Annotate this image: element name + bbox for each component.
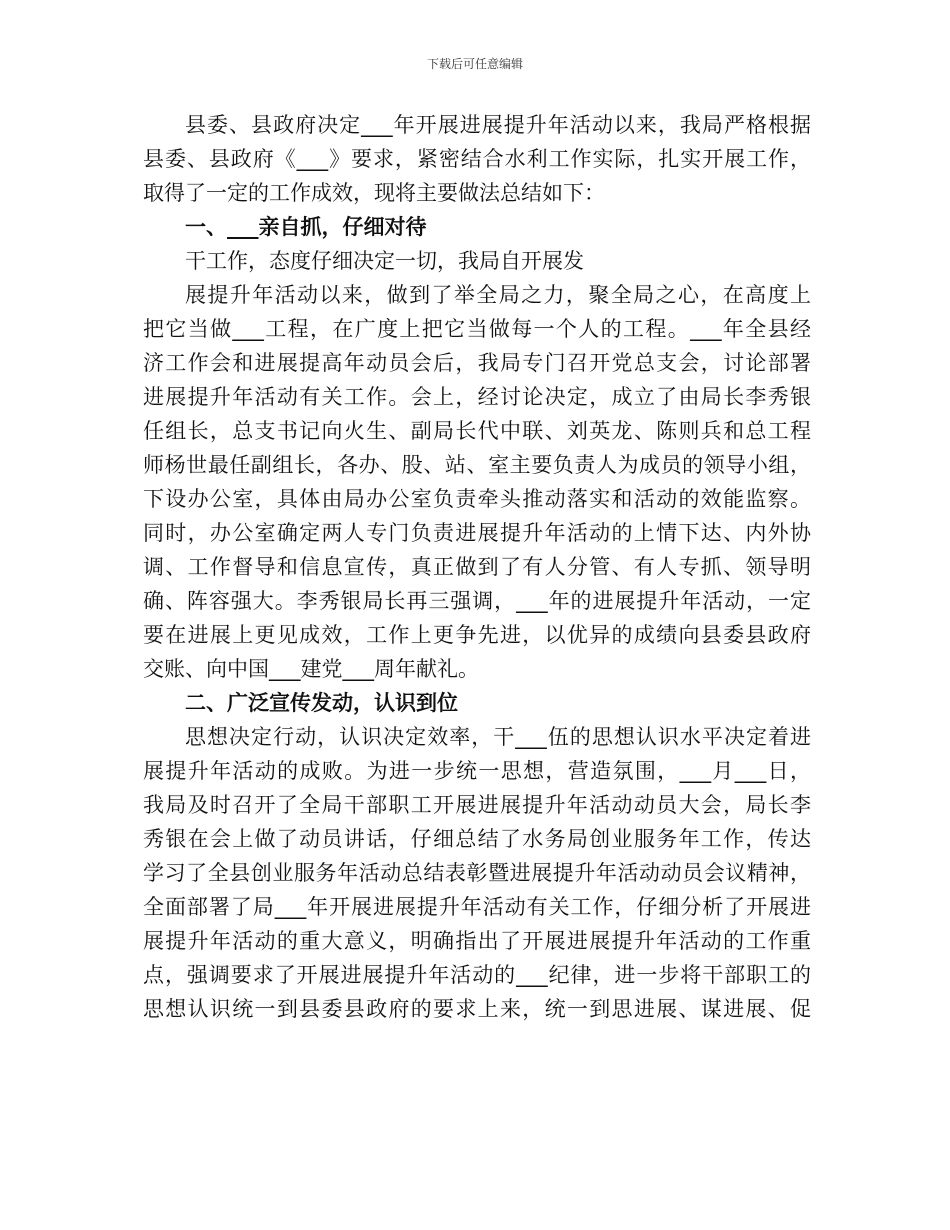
paragraph-line: 下设办公室，具体由局办公室负责牵头推动落实和活动的效能监察。 <box>143 487 811 511</box>
page-header: 下载后可任意编辑 <box>426 57 523 71</box>
paragraph-line: 确、阵容强大。李秀银局长再三强调，___年的进展提升年活动，一定 <box>143 589 811 613</box>
paragraph-line: 任组长，总支书记向火生、副局长代中联、刘英龙、陈则兵和总工程 <box>143 419 811 443</box>
paragraph-line: 进展提升年活动有关工作。会上，经讨论决定，成立了由局长李秀银 <box>143 385 811 409</box>
paragraph-line: 思想决定行动，认识决定效率，干___伍的思想认识水平决定着进 <box>185 725 811 749</box>
paragraph-line: 点，强调要求了开展进展提升年活动的___纪律，进一步将干部职工的 <box>143 963 811 987</box>
paragraph-line: 师杨世最任副组长，各办、股、站、室主要负责人为成员的领导小组， <box>143 453 811 477</box>
paragraph-line: 展提升年活动以来，做到了举全局之力，聚全局之心，在高度上 <box>185 283 811 307</box>
paragraph-line: 思想认识统一到县委县政府的要求上来，统一到思进展、谋进展、促 <box>143 997 811 1021</box>
paragraph-line: 同时，办公室确定两人专门负责进展提升年活动的上情下达、内外协 <box>143 521 811 545</box>
paragraph-line: 干工作，态度仔细决定一切，我局自开展发 <box>185 249 584 273</box>
paragraph-line: 济工作会和进展提高年动员会后，我局专门召开党总支会，讨论部署 <box>143 351 811 375</box>
paragraph-line: 县委、县政府决定___年开展进展提升年活动以来，我局严格根据 <box>185 113 811 137</box>
paragraph-line: 秀银在会上做了动员讲话，仔细总结了水务局创业服务年工作，传达 <box>143 827 811 851</box>
paragraph-line: 调、工作督导和信息宣传，真正做到了有人分管、有人专抓、领导明 <box>143 555 811 579</box>
document-body <box>143 108 811 1026</box>
paragraph-line: 展提升年活动的成败。为进一步统一思想，营造氛围，___月___日， <box>143 759 811 783</box>
section-heading: 一、___亲自抓，仔细对待 <box>185 215 427 239</box>
paragraph-line: 全面部署了局___年开展进展提升年活动有关工作，仔细分析了开展进 <box>143 895 811 919</box>
paragraph-line: 我局及时召开了全局干部职工开展进展提升年活动动员大会，局长李 <box>143 793 811 817</box>
paragraph-line: 学习了全县创业服务年活动总结表彰暨进展提升年活动动员会议精神， <box>143 861 811 885</box>
section-heading: 二、广泛宣传发动，认识到位 <box>185 691 458 715</box>
paragraph-line: 取得了一定的工作成效，现将主要做法总结如下： <box>143 181 605 205</box>
paragraph-line: 县委、县政府《___》要求，紧密结合水利工作实际，扎实开展工作， <box>143 147 811 171</box>
paragraph-line: 要在进展上更见成效，工作上更争先进，以优异的成绩向县委县政府 <box>143 623 811 647</box>
paragraph-line: 把它当做___工程，在广度上把它当做每一个人的工程。___年全县经 <box>143 317 811 341</box>
paragraph-line: 交账、向中国___建党___周年献礼。 <box>143 657 479 681</box>
paragraph-line: 展提升年活动的重大意义，明确指出了开展进展提升年活动的工作重 <box>143 929 811 953</box>
